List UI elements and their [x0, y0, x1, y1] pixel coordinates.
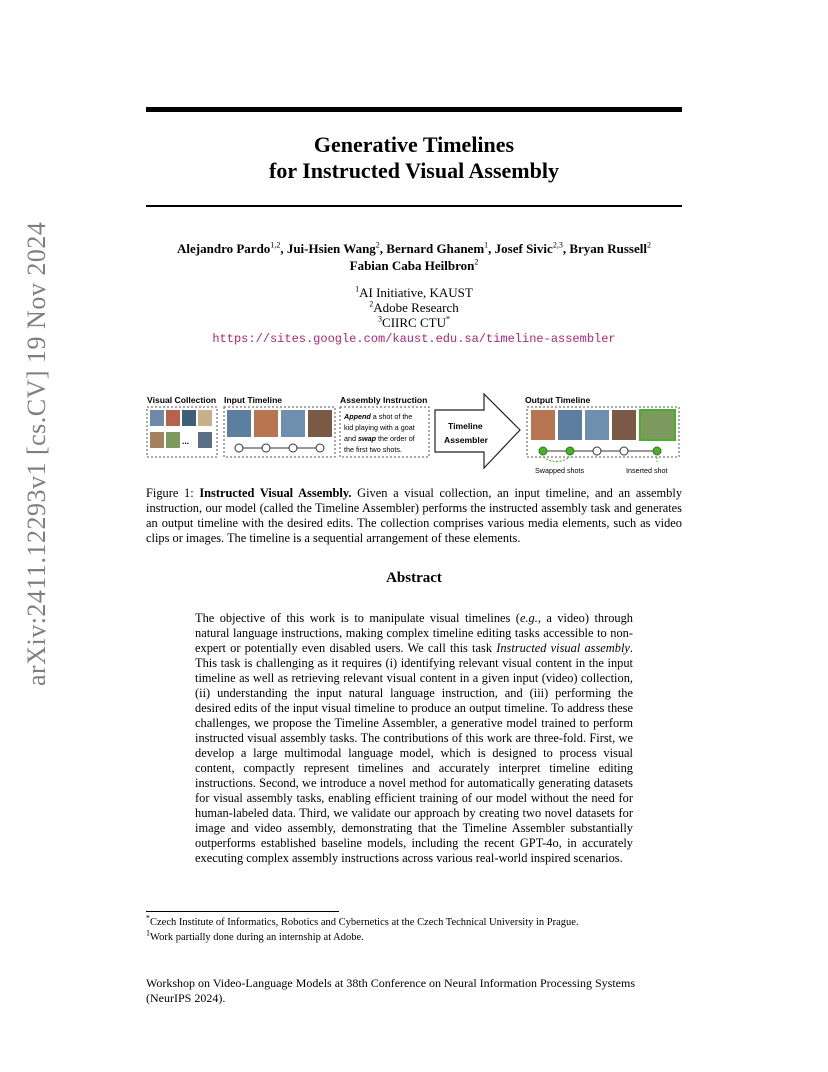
footnote-rule	[146, 911, 339, 912]
assembly-instruction-label: Assembly Instruction	[340, 395, 428, 405]
inserted-shot-thumbnail	[640, 410, 675, 440]
affiliation: $^1$AI Initiative, KAUST	[355, 284, 473, 300]
venue-note: Workshop on Video-Language Models at 38th Conference on Neural Information Processing Systems (NeurIPS 2024).	[146, 976, 635, 1005]
title-bottom-rule	[146, 205, 682, 207]
output-shot-thumbnail	[558, 410, 582, 440]
input-shot-thumbnail	[254, 410, 278, 437]
author: Bernard Ghanem$^1$	[386, 240, 489, 256]
title-top-rule	[146, 107, 682, 112]
output-shot-thumbnail	[585, 410, 609, 440]
title-line-2: for Instructed Visual Assembly	[269, 158, 559, 183]
affiliations	[146, 285, 682, 347]
visual-collection-label: Visual Collection	[147, 395, 217, 405]
input-timeline-label: Input Timeline	[224, 395, 283, 405]
author: Alejandro Pardo$^{1,2}$	[177, 240, 281, 256]
author: Jui-Hsien Wang$^2$	[286, 240, 380, 256]
author: Josef Sivic$^{2,3}$	[494, 240, 563, 256]
author: Fabian Caba Heilbron$^2$	[349, 257, 479, 273]
paper-title	[146, 132, 682, 184]
collection-thumbnail	[198, 410, 212, 426]
abstract-heading: Abstract	[386, 570, 442, 586]
project-url-link[interactable]: https://sites.google.com/kaust.edu.sa/timeline-assembler	[212, 332, 616, 346]
collection-thumbnail	[166, 432, 180, 448]
collection-thumbnail	[198, 432, 212, 448]
swap-arc	[543, 457, 570, 462]
input-shot-thumbnail	[227, 410, 251, 437]
collection-thumbnail	[166, 410, 180, 426]
footnote: *Czech Institute of Informatics, Robotics and Cybernetics at the Czech Technical University in Prague.	[146, 913, 579, 928]
collection-thumbnail	[150, 432, 164, 448]
author: Bryan Russell$^2$	[569, 240, 651, 256]
instruction-line-4: the first two shots.	[344, 445, 402, 454]
timeline-assembler-arrow	[435, 394, 520, 468]
model-label-line-2: Assembler	[444, 435, 488, 445]
collection-ellipsis: ...	[182, 436, 190, 446]
input-shot-thumbnail	[308, 410, 332, 437]
affiliation: $^2$Adobe Research	[369, 299, 459, 315]
figure-caption: Figure 1: Instructed Visual Assembly. Given a visual collection, an input timeline, and an assembly instruction, our model (called the Timeline Assembler) performs the instructed assembly task and generates an output timeline with the desired edits. The collection comprises various media elements, such as video clips or images. The timeline is a sequential arrangement of these elements.	[146, 486, 683, 545]
swapped-node	[539, 447, 547, 455]
input-shot-thumbnail	[281, 410, 305, 437]
input-timeline-node	[235, 444, 243, 452]
collection-thumbnail	[182, 410, 196, 426]
instruction-line-1: Append a shot of the	[344, 412, 413, 421]
output-timeline-label: Output Timeline	[525, 395, 591, 405]
title-line-1: Generative Timelines	[313, 132, 515, 157]
model-label-line-1: Timeline	[448, 421, 483, 431]
output-shot-thumbnail	[612, 410, 636, 440]
inserted-shot-label: Inserted shot	[626, 466, 668, 475]
output-timeline-node	[620, 447, 628, 455]
swapped-node	[566, 447, 574, 455]
instruction-line-3: and swap the order of	[344, 434, 415, 443]
abstract-body: The objective of this work is to manipulate visual timelines (e.g., a video) through natural language instructions, making complex timeline editing tasks accessible to non-expert or potentially even disabled users. We call this task Instructed visual assembly. This task is challenging as it requires (i) identifying relevant visual content in the input timeline as well as retrieving relevant visual content in a given input (video) collection, (ii) understanding the input natural language instruction, and (iii) performing the desired edits of the input visual timeline to produce an output timeline. To address these challenges, we propose the Timeline Assembler, a generative model trained to perform instructed visual assembly tasks. The contributions of this work are three-fold. First, we develop a large multimodal language model, which is designed to process visual content, compactly represent timelines and accurately interpret timeline editing instructions. Second, we introduce a novel method for automatically generating datasets for visual assembly tasks, enabling efficient training of our model without the need for human-labeled data. Third, we validate our approach by creating two novel datasets for image and video assembly, demonstrating that the Timeline Assembler substantially outperforms established baseline models, including the recent GPT-4o, in accurately executing complex assembly instructions across various real-world inspired scenarios.	[195, 611, 634, 865]
swapped-shots-label: Swapped shots	[535, 466, 585, 475]
author-list: Alejandro Pardo$^{1,2}$, Jui-Hsien Wang$^2$, Bernard Ghanem$^1$, Josef Sivic$^{2,3}$, Bryan Russell$^2$ Fabian Caba Heilbron$^2$	[177, 240, 651, 273]
inserted-node	[653, 447, 661, 455]
collection-thumbnail	[150, 410, 164, 426]
output-timeline-node	[593, 447, 601, 455]
input-timeline-node	[289, 444, 297, 452]
arxiv-stamp: arXiv:2411.12293v1 [cs.CV] 19 Nov 2024	[22, 221, 51, 686]
output-shot-thumbnail	[531, 410, 555, 440]
input-timeline-node	[262, 444, 270, 452]
figure-1	[146, 392, 682, 478]
instruction-line-2: kid playing with a goat	[344, 423, 415, 432]
footnote: $^1$Work partially done during an internship at Adobe.	[146, 928, 364, 943]
input-timeline-node	[316, 444, 324, 452]
affiliation: $^3$CIIRC CTU*	[378, 314, 450, 330]
